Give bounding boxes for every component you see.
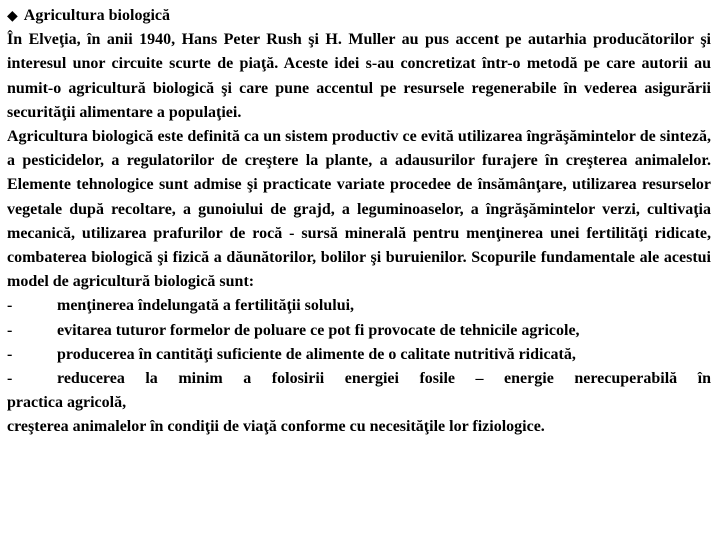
- list-item: [7, 343, 711, 367]
- list-item: [7, 319, 711, 343]
- list-dash: -: [7, 321, 13, 339]
- list-dash: -: [7, 370, 13, 388]
- list-item-text: producerea în cantităţi suficiente de alimente de o calitate nutritivă ridicată,: [57, 345, 576, 363]
- list-item-text: menţinerea îndelungată a fertilităţii solului,: [57, 297, 355, 315]
- list-item-text: evitarea tuturor formelor de poluare ce pot fi provocate de tehnicile agricole,: [57, 321, 580, 339]
- diamond-bullet-icon: ◆: [7, 8, 18, 24]
- list-item-continuation: practica agricolă,: [7, 394, 127, 412]
- section-heading: [7, 4, 711, 28]
- heading-text: Agricultura biologică: [23, 7, 170, 24]
- document-page: [7, 4, 711, 440]
- list-item-text: reducerea la minim a folosirii energiei fosile – energie nerecuperabilă în: [57, 370, 711, 388]
- list-dash: -: [7, 297, 13, 315]
- list-item: [7, 294, 711, 318]
- list-item: [7, 367, 711, 391]
- paragraph-history: În Elveţia, în anii 1940, Hans Peter Rush şi H. Muller au pus accent pe autarhia producătorilor şi interesul unor circuite scurte de piaţă. Aceste idei s-au concretizat într-o metodă pe care autorii au numit-o agricultură biologică şi care pune accentul pe resursele regenerabile în vederea asigurării securităţii alimentare a populaţiei.: [7, 31, 711, 121]
- list-dash: -: [7, 345, 13, 363]
- closing-line: creşterea animalelor în condiţii de viaţă conforme cu necesităţile lor fiziologice.: [7, 418, 545, 436]
- paragraph-definition: Agricultura biologică este definită ca un sistem productiv ce evită utilizarea îngrăşămintelor de sinteză, a pesticidelor, a regulatorilor de creştere la plante, a adausurilor furajere în creşterea animalelor. Elemente tehnologice sunt admise şi practicate variate procedee de însămânţare, utilizarea resurselor vegetale după recoltare, a gunoiului de grajd, a leguminoaselor, a îngrăşămintelor verzi, cultivaţia mecanică, utilizarea prafurilor de rocă - sursă minerală pentru menţinerea unei fertilităţi ridicate, combaterea biologică şi fizică a dăunătorilor, bolilor şi buruienilor. Scopurile fundamentale ale acestui model de agricultură biologică sunt:: [7, 128, 711, 291]
